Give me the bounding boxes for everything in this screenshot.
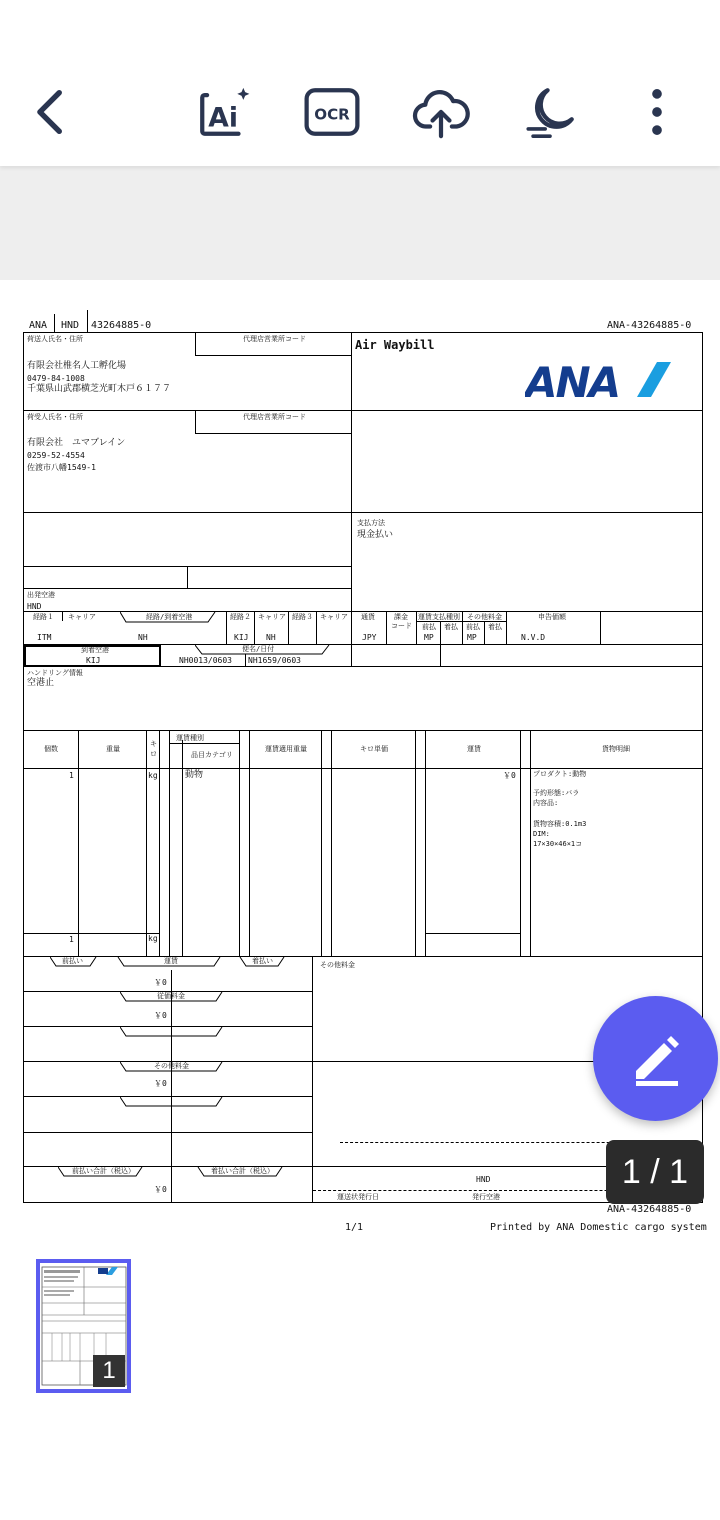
svg-text:OCR: OCR — [314, 105, 350, 124]
route2-header: 経路２ — [230, 613, 251, 621]
shipper-phone: 0479-84-1008 — [27, 374, 85, 383]
other-prepaid-label: 前払 — [466, 623, 480, 631]
prepaid-header: 前払い — [62, 957, 83, 965]
upload-button[interactable] — [405, 76, 477, 148]
freight-pay-value: MP — [424, 633, 434, 642]
back-button[interactable] — [16, 76, 88, 148]
departure-value: HND — [27, 602, 42, 611]
edit-fab-button[interactable] — [593, 996, 718, 1121]
cargo-desc-booking: 予約形態:バラ — [533, 789, 580, 797]
carrier1-value: NH — [138, 633, 148, 642]
col-weight: 重量 — [106, 745, 120, 753]
freight-pay-label: 運賃支払種別 — [418, 613, 460, 621]
other-pay-label: その他料金 — [467, 613, 502, 621]
handling-label: ハンドリング情報 — [27, 669, 83, 677]
carrier3-header: キャリア — [320, 613, 348, 621]
issue-date-label: 運送状発行日 — [337, 1193, 379, 1201]
cargo-pieces: 1 — [69, 771, 74, 780]
payment-value: 現金払い — [357, 530, 394, 540]
cargo-desc-volume: 貨物容積:0.1m3 — [533, 820, 587, 828]
cargo-charge: ￥0 — [503, 771, 516, 780]
edit-pencil-icon — [626, 1029, 686, 1089]
col-chargeable-weight: 運賃適用重量 — [265, 745, 307, 753]
carrier1-header: キャリア — [68, 613, 96, 621]
footer-printed-by: Printed by ANA Domestic cargo system — [490, 1222, 707, 1232]
freight-collect-label: 着払 — [444, 623, 458, 631]
freight-prepaid-label: 前払 — [422, 623, 436, 631]
more-vert-icon — [628, 83, 686, 141]
moon-icon — [521, 83, 579, 141]
header-awb-number: 43264885-0 — [91, 320, 152, 331]
flight-2: NH1659/0603 — [248, 656, 301, 665]
cargo-unit: kg — [148, 771, 158, 780]
collect-header: 着払い — [252, 957, 273, 965]
prepaid-total-header: 前払い合計（税込） — [72, 1167, 135, 1175]
shipper-address: 千葉県山武郡横芝光町木戸６１７７ — [27, 384, 172, 394]
route3-header: 経路３ — [292, 613, 313, 621]
header-airline: ANA — [29, 320, 48, 331]
col-rate-class: 運賃種別 — [176, 734, 204, 742]
page-indicator: 1 / 1 — [606, 1140, 704, 1204]
header-awb-id: ANA-43264885-0 — [607, 320, 692, 331]
col-rate: キロ単価 — [360, 745, 388, 753]
document-title: Air Waybill — [355, 338, 435, 352]
flight-1: NH0013/0603 — [179, 656, 232, 665]
route1-value: ITM — [37, 633, 52, 642]
footer-awb-id: ANA-43264885-0 — [607, 1204, 692, 1215]
arrival-value: KIJ — [86, 656, 101, 665]
collect-total-header: 着払い合計（税込） — [211, 1167, 274, 1175]
cloud-upload-icon — [412, 83, 470, 141]
back-arrow-icon — [23, 83, 81, 141]
consignee-address: 佐渡市八幡1549-1 — [27, 463, 96, 472]
col-description: 貨物明細 — [602, 745, 630, 753]
charge-code-label: 課金 — [394, 613, 408, 621]
currency-value: JPY — [362, 633, 377, 642]
other-pay-value: MP — [467, 633, 477, 642]
header-origin: HND — [61, 320, 80, 331]
route2-value: KIJ — [234, 633, 249, 642]
valuation-header: 従価料金 — [157, 992, 185, 1000]
ocr-icon — [303, 83, 361, 141]
declared-value-label: 申告価額 — [538, 613, 566, 621]
total-pieces: 1 — [69, 935, 74, 944]
ai-text-icon — [195, 83, 253, 141]
col-commodity: 品目カテゴリ — [191, 751, 233, 759]
issue-airport-value: HND — [476, 1175, 491, 1184]
thumbnail-page-number: 1 — [93, 1355, 125, 1387]
route1-header: 経路１ — [33, 613, 54, 621]
freight-prepaid-amount: ￥0 — [154, 978, 167, 987]
col-charge: 運賃 — [467, 745, 481, 753]
shipper-name: 有限会社椎名人工孵化場 — [27, 361, 127, 371]
other-charges-header: その他料金 — [320, 961, 355, 969]
cargo-commodity: 動物 — [185, 770, 204, 780]
cargo-desc-dim-value: 17×30×46×1コ — [533, 840, 583, 848]
col-kg: キ — [150, 740, 157, 748]
col-pieces: 個数 — [44, 745, 58, 753]
ana-logo — [525, 360, 675, 400]
other-amount: ￥0 — [154, 1079, 167, 1088]
currency-label: 通貨 — [361, 613, 375, 621]
charge-code-label-2: コード — [391, 622, 412, 630]
freight-header: 運賃 — [164, 957, 178, 965]
cargo-desc-dim: DIM: — [533, 830, 550, 838]
footer-page-number: 1/1 — [345, 1222, 364, 1232]
top-toolbar — [0, 0, 720, 166]
shipper-label: 荷送人氏名・住所 — [27, 335, 83, 343]
payment-label: 支払方法 — [357, 519, 385, 527]
issue-airport-label: 発行空港 — [472, 1193, 500, 1201]
night-mode-button[interactable] — [514, 76, 586, 148]
consignee-name: 有限会社 ユマブレイン — [27, 438, 126, 448]
valuation-amount: ￥0 — [154, 1011, 167, 1020]
prepaid-total-amount: ￥0 — [154, 1185, 167, 1194]
thumbnail-strip — [0, 1232, 720, 1520]
other-collect-label: 着払 — [488, 623, 502, 631]
other-header: その他料金 — [154, 1062, 189, 1070]
ai-text-button[interactable] — [188, 76, 260, 148]
departure-label: 出発空港 — [27, 591, 55, 599]
ocr-button[interactable] — [296, 76, 368, 148]
declared-value: N.V.D — [521, 633, 546, 642]
consignee-phone: 0259-52-4554 — [27, 451, 85, 460]
carrier2-value: NH — [266, 633, 276, 642]
cargo-desc-product: プロダクト:動物 — [533, 770, 587, 778]
cargo-desc-contents: 内容品: — [533, 799, 559, 807]
flight-label: 便名/日付 — [242, 645, 275, 653]
col-kg-2: ロ — [150, 750, 157, 758]
more-options-button[interactable] — [621, 76, 693, 148]
consignee-agent-code-label: 代理店営業所コード — [243, 413, 306, 421]
handling-value: 空港止 — [27, 678, 55, 688]
page-thumbnail[interactable] — [36, 1259, 131, 1393]
route-arrival-header: 経路/到着空港 — [146, 613, 193, 621]
svg-text:ANA: ANA — [525, 360, 620, 400]
carrier2-header: キャリア — [258, 613, 286, 621]
consignee-label: 荷受人氏名・住所 — [27, 413, 83, 421]
svg-text:Ai: Ai — [208, 102, 238, 134]
arrival-label: 到着空港 — [81, 646, 109, 654]
total-unit: kg — [148, 934, 158, 943]
shipper-agent-code-label: 代理店営業所コード — [243, 335, 306, 343]
